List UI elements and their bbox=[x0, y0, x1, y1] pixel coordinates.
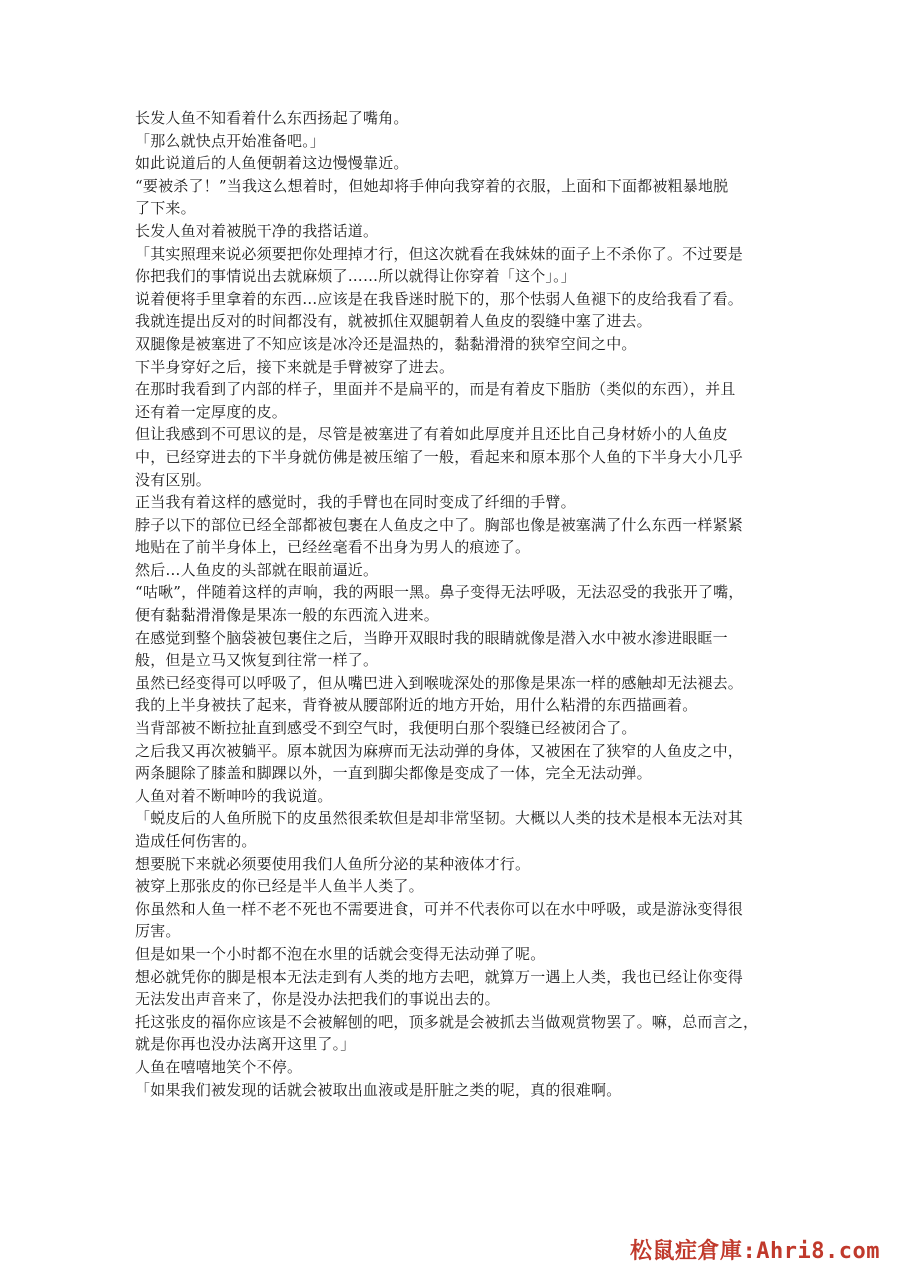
text-line: 「那么就快点开始准备吧。」 bbox=[135, 131, 326, 150]
text-line: 地贴在了前半身体上，已经丝毫看不出身为男人的痕迹了。 bbox=[135, 538, 531, 557]
text-line: 想要脱下来就必须要使用我们人鱼所分泌的某种液体才行。 bbox=[135, 854, 531, 873]
text-line: 但让我感到不可思议的是，尽管是被塞进了有着如此厚度并且还比自己身材娇小的人鱼皮 bbox=[135, 425, 728, 444]
text-line: 你把我们的事情说出去就麻烦了……所以就得让你穿着「这个」。」 bbox=[135, 267, 577, 286]
text-line: 造成任何伤害的。 bbox=[135, 832, 257, 850]
text-line: 托这张皮的福你应该是不会被解刨的吧，顶多就是会被抓去当做观赏物罢了。嘛，总而言之， bbox=[135, 1012, 759, 1031]
text-line: 「如果我们被发现的话就会被取出血液或是肝脏之类的呢，真的很难啊。 bbox=[135, 1080, 622, 1099]
text-line: 两条腿除了膝盖和脚踝以外，一直到脚尖都像是变成了一体，完全无法动弹。 bbox=[135, 764, 652, 783]
watermark: 松鼠症倉庫:Ahri8.com bbox=[630, 1239, 880, 1264]
text-line: 便有黏黏滑滑像是果冻一般的东西流入进来。 bbox=[135, 606, 440, 625]
text-line: 说着便将手里拿着的东西…应该是在我昏迷时脱下的，那个怯弱人鱼褪下的皮给我看了看。 bbox=[135, 289, 744, 308]
text-line: 然后…人鱼皮的头部就在眼前逼近。 bbox=[135, 560, 379, 579]
text-line: 正当我有着这样的感觉时，我的手臂也在同时变成了纤细的手臂。 bbox=[135, 493, 576, 512]
text-line: 厉害。 bbox=[135, 922, 181, 941]
text-line: 无法发出声音来了，你是没办法把我们的事说出去的。 bbox=[135, 990, 500, 1009]
text-line: “咕啾”，伴随着这样的声响，我的两眼一黑。鼻子变得无法呼吸，无法忍受的我张开了嘴， bbox=[135, 583, 744, 602]
text-line: 如此说道后的人鱼便朝着这边慢慢靠近。 bbox=[135, 154, 409, 173]
text-line: “要被杀了！”当我这么想着时，但她却将手伸向我穿着的衣服，上面和下面都被粗暴地脱 bbox=[135, 176, 729, 195]
text-line: 我的上半身被扶了起来，背脊被从腰部附近的地方开始，用什么粘滑的东西描画着。 bbox=[135, 696, 698, 715]
text-line: 虽然已经变得可以呼吸了，但从嘴巴进入到喉咙深处的那像是果冻一样的感触却无法褪去。 bbox=[135, 673, 744, 692]
text-line: 还有着一定厚度的皮。 bbox=[135, 402, 288, 421]
text-line: 双腿像是被塞进了不知应该是冰冷还是温热的，黏黏滑滑的狭窄空间之中。 bbox=[135, 334, 637, 353]
text-line: 长发人鱼不知看着什么东西扬起了嘴角。 bbox=[135, 109, 409, 127]
text-line: 「其实照理来说必须要把你处理掉才行，但这次就看在我妹妹的面子上不杀你了。不过要是 bbox=[135, 244, 744, 263]
text-line: 在感觉到整个脑袋被包裹住之后，当睁开双眼时我的眼睛就像是潜入水中被水渗进眼眶一 bbox=[135, 628, 728, 647]
text-line: 当背部被不断拉扯直到感受不到空气时，我便明白那个裂缝已经被闭合了。 bbox=[135, 719, 637, 738]
text-line: 般，但是立马又恢复到往常一样了。 bbox=[135, 651, 379, 670]
text-line: 了下来。 bbox=[135, 199, 196, 218]
text-line: 我就连提出反对的时间都没有，就被抓住双腿朝着人鱼皮的裂缝中塞了进去。 bbox=[135, 312, 652, 331]
text-line: 没有区别。 bbox=[135, 470, 212, 489]
text-line: 人鱼对着不断呻吟的我说道。 bbox=[135, 786, 333, 805]
text-line: 下半身穿好之后，接下来就是手臂被穿了进去。 bbox=[135, 357, 455, 376]
text-line: 长发人鱼对着被脱干净的我搭话道。 bbox=[135, 221, 379, 240]
text-line: 脖子以下的部位已经全部都被包裹在人鱼皮之中了。胸部也像是被塞满了什么东西一样紧紧 bbox=[135, 515, 744, 534]
text-line: 但是如果一个小时都不泡在水里的话就会变得无法动弹了呢。 bbox=[135, 944, 546, 963]
text-line: 人鱼在嘻嘻地笑个不停。 bbox=[135, 1057, 303, 1076]
text-line: 你虽然和人鱼一样不老不死也不需要进食，可并不代表你可以在水中呼吸，或是游泳变得很 bbox=[135, 899, 744, 918]
text-line: 之后我又再次被躺平。原本就因为麻痹而无法动弹的身体，又被困在了狭窄的人鱼皮之中， bbox=[135, 741, 744, 760]
text-line: 中，已经穿进去的下半身就仿佛是被压缩了一般，看起来和原本那个人鱼的下半身大小几乎 bbox=[135, 447, 744, 466]
text-line: 想必就凭你的脚是根本无法走到有人类的地方去吧，就算万一遇上人类，我也已经让你变得 bbox=[135, 967, 744, 986]
text-line: 在那时我看到了内部的样子，里面并不是扁平的，而是有着皮下脂肪（类似的东西），并且 bbox=[135, 380, 736, 399]
text-line: 就是你再也没办法离开这里了。」 bbox=[135, 1035, 356, 1054]
document-body bbox=[135, 107, 770, 1101]
text-line: 「蜕皮后的人鱼所脱下的皮虽然很柔软但是却非常坚韧。大概以人类的技术是根本无法对其 bbox=[135, 809, 744, 828]
text-line: 被穿上那张皮的你已经是半人鱼半人类了。 bbox=[135, 877, 424, 896]
